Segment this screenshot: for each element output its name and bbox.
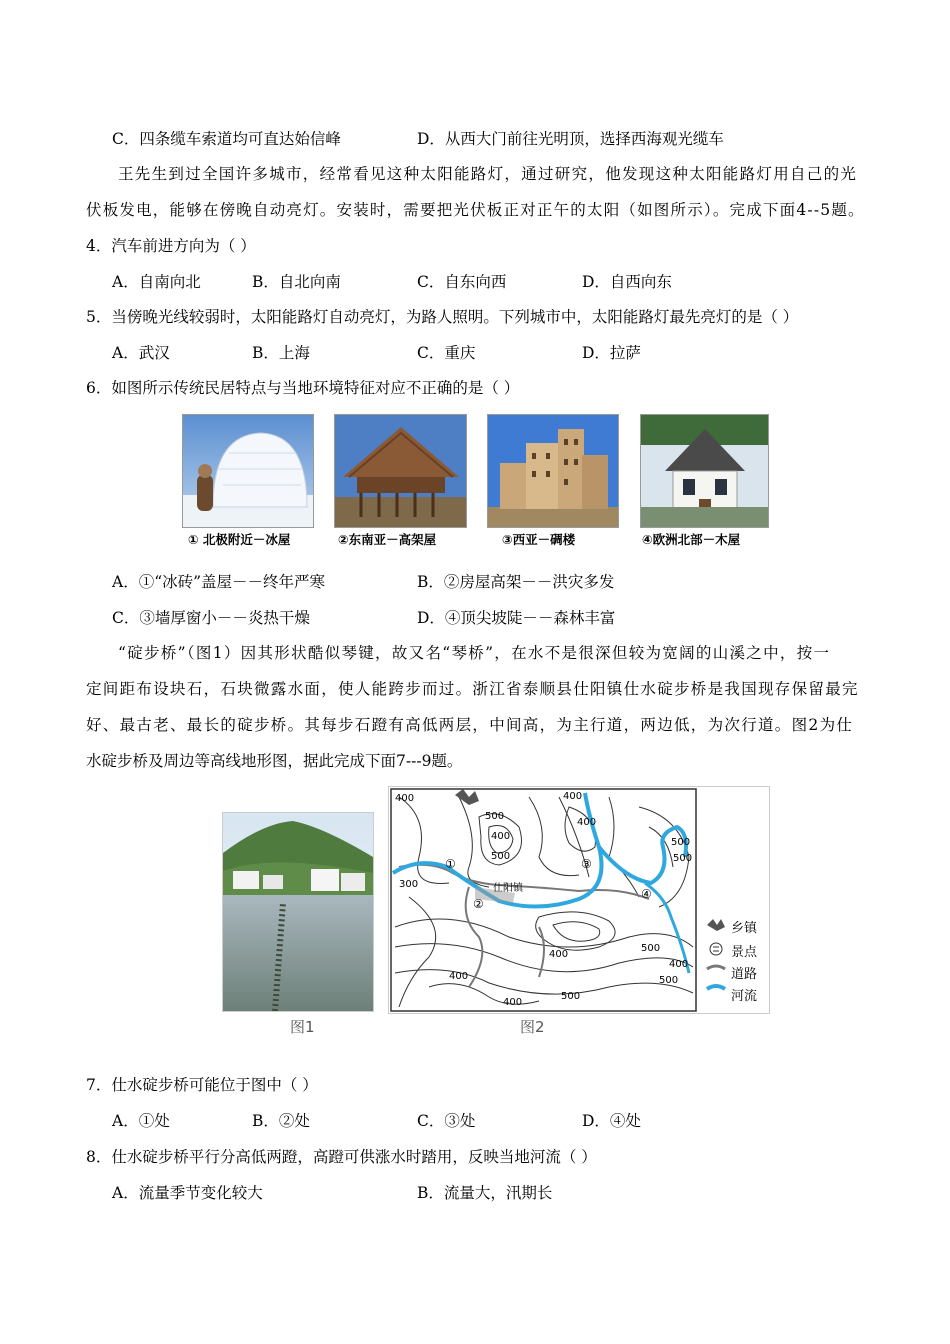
town-icon (707, 919, 725, 931)
stepping-stone-bridge-photo (222, 812, 374, 1012)
q3-option-d: D．从西大门前往光明顶，选择西海观光缆车 (417, 130, 724, 148)
q6-option-c: C．③墙厚窗小－－炎热干燥 (112, 609, 310, 627)
contour-label-3: 500 (485, 811, 505, 822)
q7-option-a: A．①处 (112, 1112, 170, 1130)
contour-label-13: 400 (449, 971, 469, 982)
q7-option-c: C．③处 (417, 1112, 476, 1130)
blockhouse-photo (487, 414, 619, 528)
fig2-label: 图2 (520, 1018, 545, 1036)
contour-label-1: 400 (395, 793, 415, 804)
q6-option-b: B．②房屋高架－－洪灾多发 (417, 573, 615, 591)
q5-option-a: A．武汉 (112, 344, 170, 362)
q6-option-d: D．④顶尖坡陡－－森林丰富 (417, 609, 616, 627)
contour-label-7: 400 (577, 817, 597, 828)
stilt-house-photo (334, 414, 467, 528)
point-2: ② (473, 897, 484, 911)
legend-scenic-spot: 景点 (731, 945, 758, 960)
passage1-line2: 伏板发电，能够在傍晚自动亮灯。安装时，需要把光伏板正对正午的太阳（如图所示）。完成下面4--5题。 (86, 201, 865, 219)
passage2-line4: 水碇步桥及周边等高线地形图，据此完成下面7---9题。 (86, 752, 463, 770)
legend-river: 河流 (731, 989, 758, 1004)
photo-caption-3: ③西亚－碉楼 (502, 532, 576, 547)
point-1: ① (445, 857, 456, 871)
q8-option-a: A．流量季节变化较大 (112, 1184, 263, 1202)
q6-option-a: A．①“冰砖”盖屋－－终年严寒 (112, 573, 326, 591)
q5-option-c: C．重庆 (417, 344, 476, 362)
q3-option-c: C．四条缆车索道均可直达始信峰 (112, 130, 341, 148)
contour-label-5: 300 (399, 879, 419, 890)
photo-caption-2: ②东南亚－高架屋 (338, 532, 437, 547)
point-4: ④ (641, 887, 652, 901)
q7-stem: 7．仕水碇步桥可能位于图中（ ） (86, 1076, 318, 1094)
q5-option-b: B．上海 (252, 344, 310, 362)
contour-map (388, 786, 770, 1014)
q5-stem: 5．当傍晚光线较弱时，太阳能路灯自动亮灯，为路人照明。下列城市中，太阳能路灯最先亮灯的是（ ） (86, 308, 799, 326)
q6-stem: 6．如图所示传统民居特点与当地环境特征对应不正确的是（ ） (86, 379, 520, 397)
contour-label-16: 400 (503, 997, 523, 1008)
contour-label-8: 500 (671, 837, 691, 848)
point-3: ③ (581, 857, 592, 871)
legend-road: 道路 (731, 967, 758, 982)
contour-label-14: 500 (659, 975, 679, 986)
q4-option-a: A．自南向北 (112, 273, 201, 291)
wooden-house-photo (640, 414, 769, 528)
contour-label-15: 500 (561, 991, 581, 1002)
contour-label-9: 500 (673, 853, 693, 864)
q4-option-d: D．自西向东 (582, 273, 672, 291)
town-label: 仕阳镇 (493, 883, 523, 894)
q4-stem: 4．汽车前进方向为（ ） (86, 237, 256, 255)
q4-option-c: C．自东向西 (417, 273, 507, 291)
photo-caption-4: ④欧洲北部－木屋 (642, 532, 741, 547)
fig1-label: 图1 (290, 1018, 315, 1036)
q7-option-d: D．④处 (582, 1112, 641, 1130)
legend-town: 乡镇 (731, 921, 758, 936)
contour-label-10: 400 (669, 959, 689, 970)
q4-option-b: B．自北向南 (252, 273, 341, 291)
q5-option-d: D．拉萨 (582, 344, 641, 362)
contour-label-2: 400 (563, 791, 583, 802)
q8-option-b: B．流量大，汛期长 (417, 1184, 553, 1202)
passage2-line2: 定间距布设块石，石块微露水面，使人能跨步而过。浙江省泰顺县仕阳镇仕水碇步桥是我国现存保留最完 (86, 680, 859, 698)
contour-label-4: 400 (491, 831, 511, 842)
photo-caption-1: ① 北极附近－冰屋 (188, 532, 291, 547)
contour-label-6: 500 (491, 851, 511, 862)
q8-stem: 8．仕水碇步桥平行分高低两蹬，高蹬可供涨水时踏用，反映当地河流（ ） (86, 1148, 597, 1166)
contour-label-11: 400 (549, 949, 569, 960)
igloo-photo (182, 414, 314, 528)
contour-label-12: 500 (641, 943, 661, 954)
passage2-line3: 好、最古老、最长的碇步桥。其每步石蹬有高低两层，中间高，为主行道，两边低，为次行道。图2为仕 (86, 716, 854, 734)
passage1-line1: 王先生到过全国许多城市，经常看见这种太阳能路灯，通过研究，他发现这种太阳能路灯用自己的光 (118, 165, 858, 183)
passage2-line1: “碇步桥”（图1）因其形状酷似琴键，故又名“琴桥”，在水不是很深但较为宽阔的山溪之中，按一 (118, 644, 831, 662)
q7-option-b: B．②处 (252, 1112, 310, 1130)
